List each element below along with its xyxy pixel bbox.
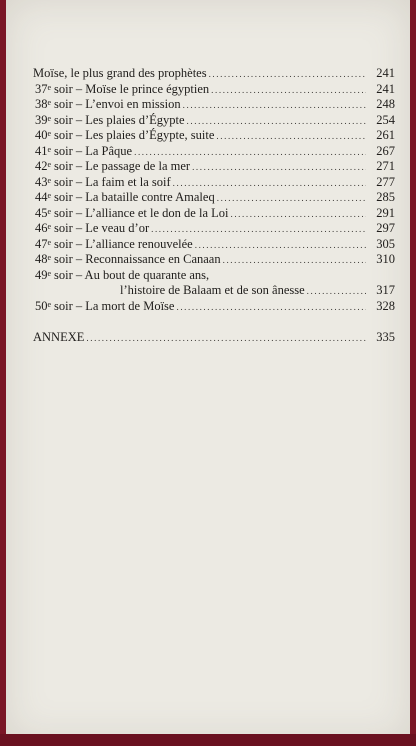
toc-annexe-row: [33, 330, 395, 346]
page-number: 297: [376, 221, 395, 235]
page-number: 305: [376, 236, 395, 251]
entry-label: soir – La Pâque: [54, 143, 133, 158]
entry-label: soir – L’envoi en mission: [54, 97, 181, 111]
evening-number: 41e: [34, 143, 51, 158]
entry-label: soir – Au bout de quarante ans,: [54, 267, 210, 282]
toc-entry-50: [33, 299, 395, 315]
entry-label: soir – Les plaies d’Égypte, suite: [54, 128, 215, 142]
dot-leader: [216, 129, 366, 145]
toc-entry: [33, 128, 395, 144]
evening-number: 42e: [34, 159, 51, 173]
toc-entry: [33, 175, 395, 191]
dot-leader: [86, 331, 366, 347]
evening-number: 47e: [34, 236, 51, 251]
evening-number: 38e: [34, 97, 51, 111]
book-cover-edge: [0, 734, 416, 746]
evening-number: 43e: [34, 174, 51, 189]
dot-leader: [195, 238, 366, 254]
entry-label: soir – Le passage de la mer: [54, 159, 191, 173]
dot-leader: [151, 222, 366, 238]
page-number: 254: [376, 112, 395, 127]
page-number: 277: [376, 174, 395, 189]
evening-number: 50e: [34, 298, 51, 313]
entry-label: soir – L’alliance renouvelée: [54, 236, 193, 251]
page-number: 267: [376, 143, 395, 158]
evening-number: 39e: [34, 112, 51, 127]
toc-intro-row: [33, 66, 395, 82]
annexe-title: ANNEXE: [33, 330, 85, 344]
dot-leader: [211, 83, 366, 99]
toc-entry: [33, 206, 395, 222]
toc-entry: [33, 82, 395, 98]
toc-entry: [33, 221, 395, 237]
entry-label: soir – Reconnaissance en Canaan: [54, 252, 221, 266]
evening-number: 49e: [34, 267, 51, 282]
dot-leader: [134, 145, 366, 161]
toc-entry-49-continuation: [33, 283, 395, 299]
toc-entry: [33, 113, 395, 129]
page-number: 310: [376, 252, 395, 266]
entry-label: soir – La faim et la soif: [54, 174, 171, 189]
entry-label: soir – Les plaies d’Égypte: [54, 112, 185, 127]
toc-entry: [33, 97, 395, 113]
dot-leader: [173, 176, 366, 192]
page-number: 328: [376, 298, 395, 313]
toc-entry: [33, 252, 395, 268]
page-number: 271: [376, 159, 395, 173]
dot-leader: [192, 160, 366, 176]
page-number: 261: [376, 128, 395, 142]
evening-number: 44e: [34, 190, 51, 204]
page-number: 241: [376, 81, 395, 96]
dot-leader: [223, 253, 366, 269]
dot-leader: [183, 98, 366, 114]
dot-leader: [209, 67, 366, 83]
page-number: 317: [376, 283, 395, 297]
dot-leader: [307, 284, 366, 300]
table-of-contents: [33, 66, 395, 346]
section-gap: [33, 314, 395, 330]
book-page: [6, 0, 410, 740]
entry-label: soir – L’alliance et le don de la Loi: [54, 205, 229, 220]
evening-number: 40e: [34, 128, 51, 142]
toc-entry: [33, 190, 395, 206]
toc-entry-49: [33, 268, 395, 284]
dot-leader: [176, 300, 366, 316]
entry-label: soir – La mort de Moïse: [54, 298, 175, 313]
evening-number: 46e: [34, 221, 51, 235]
toc-entry: [33, 237, 395, 253]
toc-entry: [33, 159, 395, 175]
dot-leader: [187, 114, 366, 130]
evening-number: 37e: [34, 81, 51, 96]
dot-leader: [217, 191, 366, 207]
page-number: 241: [376, 66, 395, 80]
page-number: 291: [376, 205, 395, 220]
entry-label: soir – Le veau d’or: [54, 221, 150, 235]
entry-label: soir – Moïse le prince égyptien: [54, 81, 210, 96]
entry-label-continuation: l’histoire de Balaam et de son ânesse: [120, 283, 305, 297]
page-number: 285: [376, 190, 395, 204]
page-number: 335: [376, 330, 395, 344]
toc-intro-title: Moïse, le plus grand des prophètes: [33, 66, 207, 80]
page-number: 248: [376, 97, 395, 111]
dot-leader: [230, 207, 366, 223]
entry-label: soir – La bataille contre Amaleq: [54, 190, 215, 204]
evening-number: 45e: [34, 205, 51, 220]
toc-entry: [33, 144, 395, 160]
evening-number: 48e: [34, 252, 51, 266]
